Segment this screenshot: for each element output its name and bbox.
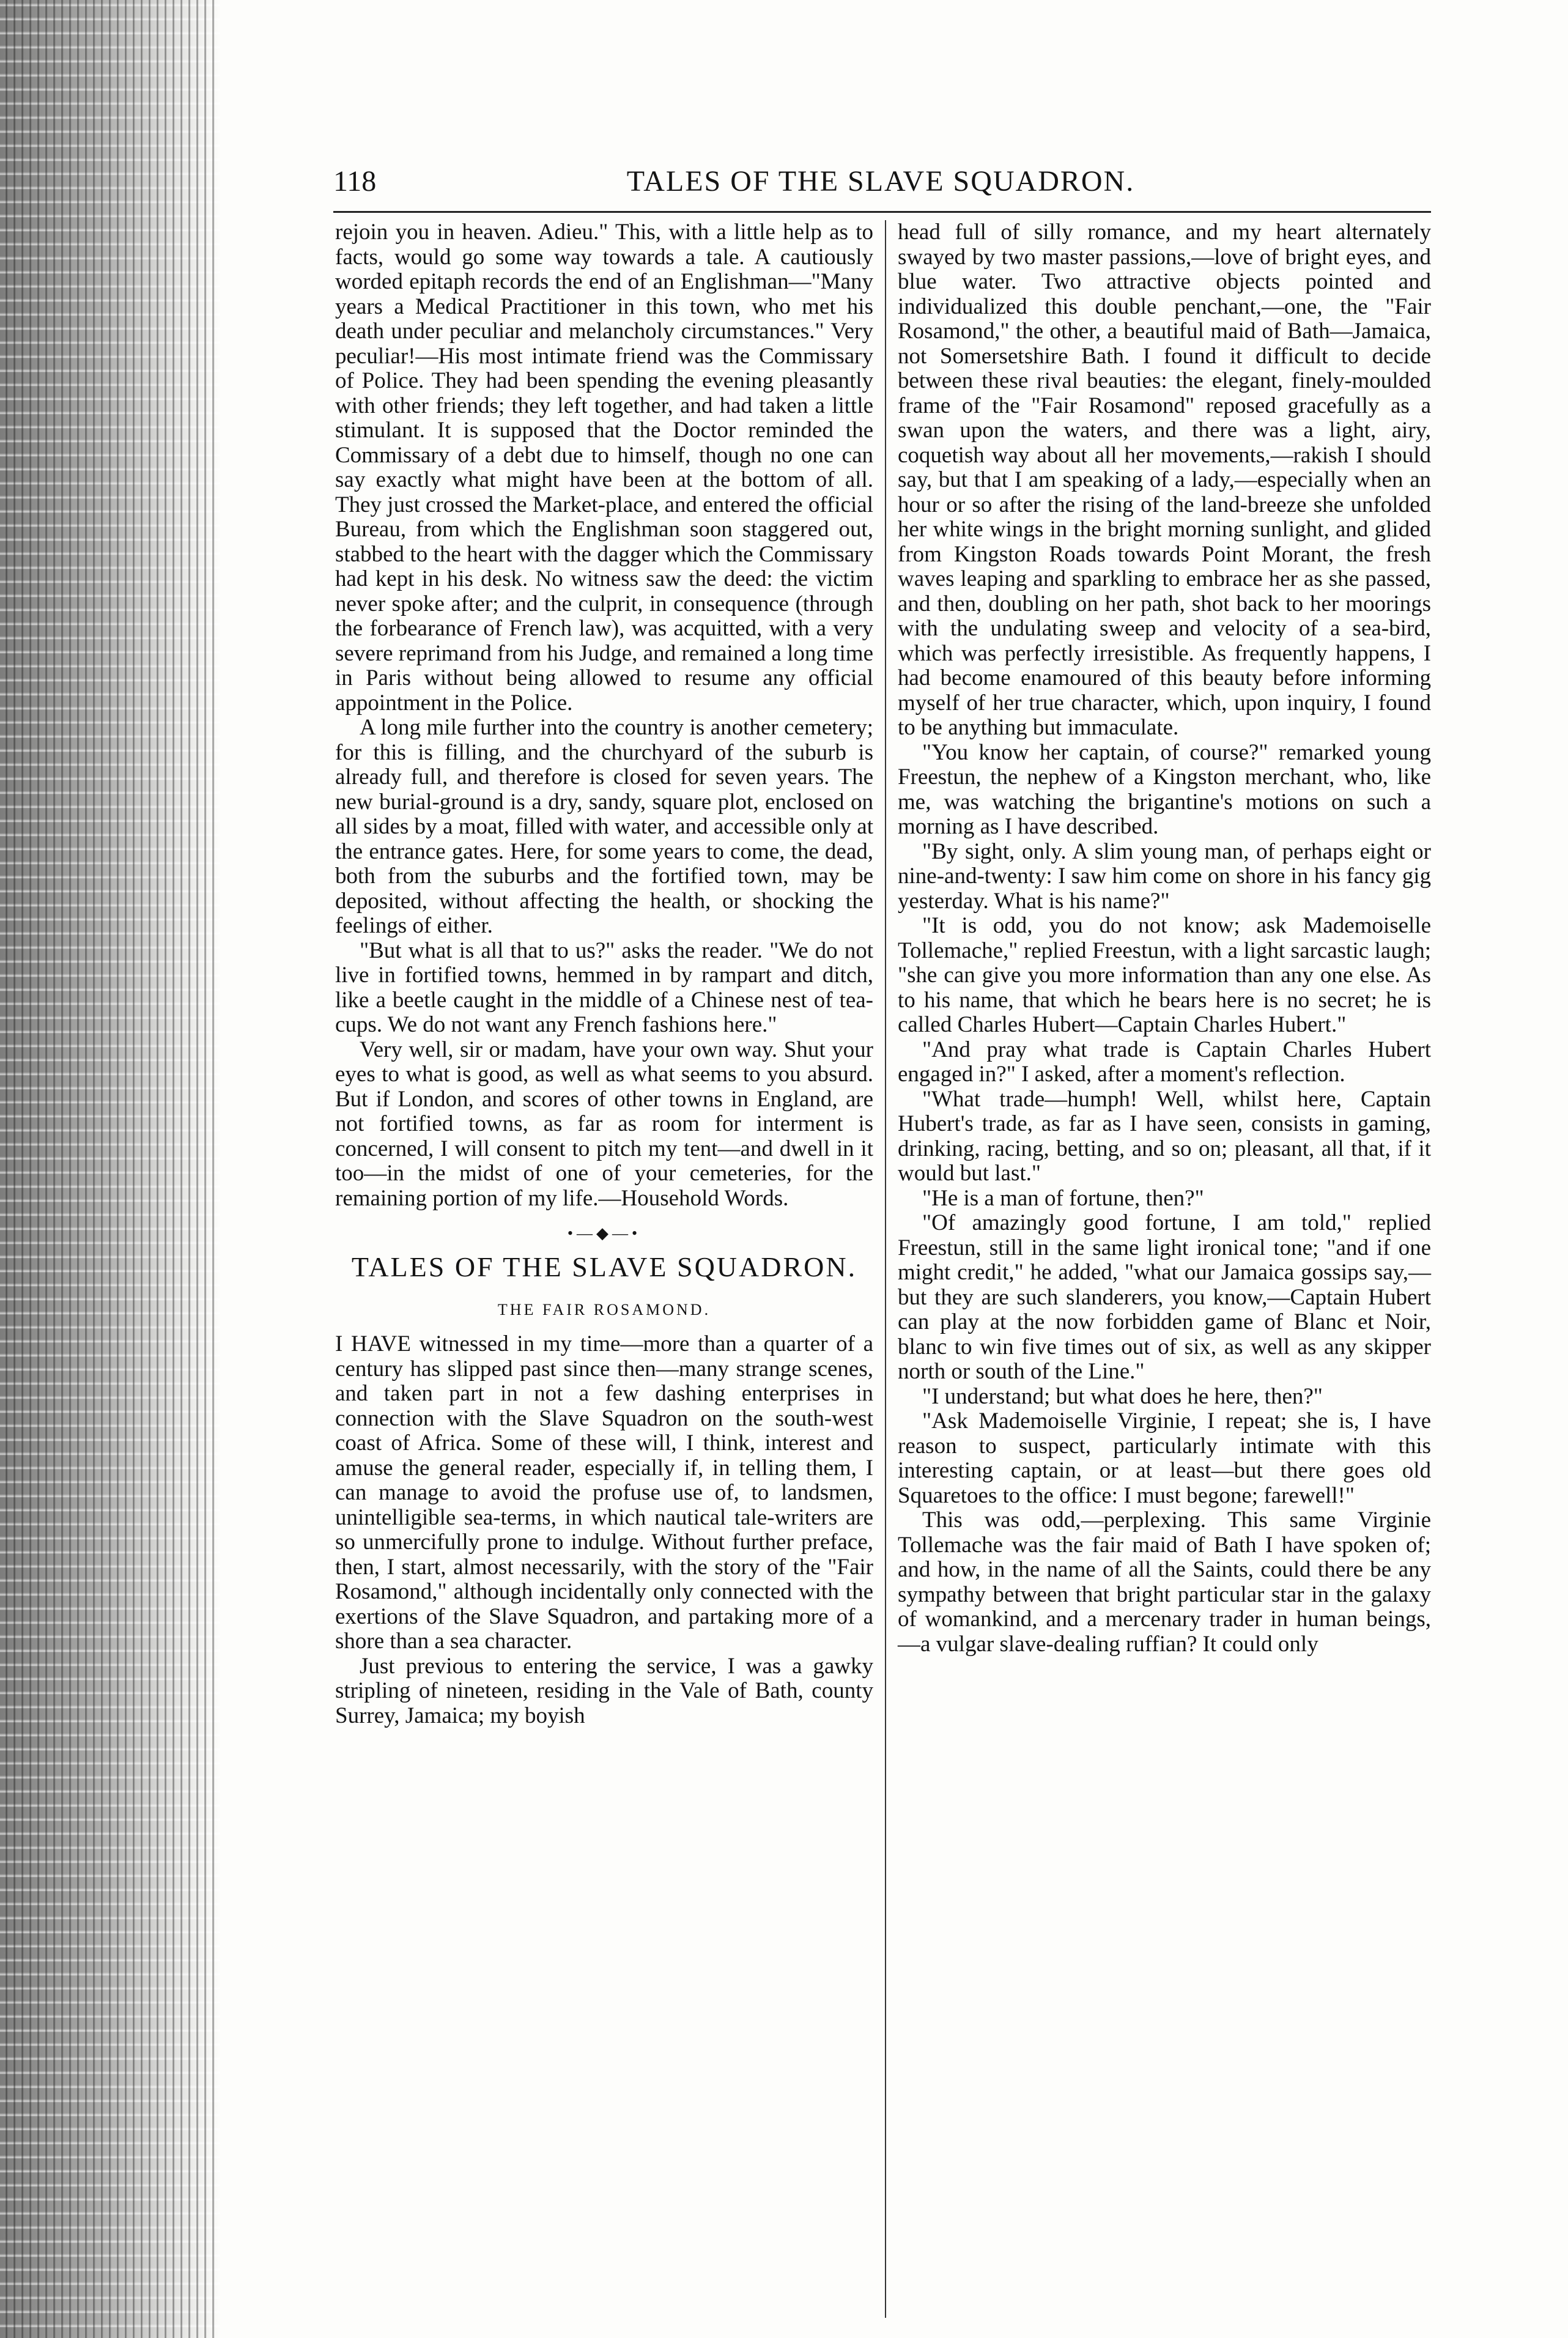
right-paragraph: "You know her captain, of course?" remarked young Freestun, the nephew of a Kingston merchant, who, like me, was watching the brigantine's motions on such a morning as I have described.	[898, 739, 1431, 839]
right-paragraph: "What trade—humph! Well, whilst here, Captain Hubert's trade, as far as I have seen, consists in gaming, drinking, racing, betting, and so on; pleasant, all that, if it would but last."	[898, 1086, 1431, 1186]
right-paragraph: "And pray what trade is Captain Charles Hubert engaged in?" I asked, after a moment's reflection.	[898, 1037, 1431, 1087]
page-header	[333, 160, 1428, 203]
left-column	[335, 220, 873, 1728]
section-title: TALES OF THE SLAVE SQUADRON.	[351, 1251, 857, 1282]
left-paragraph-opening	[335, 1332, 873, 1654]
column-divider	[885, 220, 886, 2318]
left-paragraph: A long mile further into the country is another cemetery; for this is filling, and the churchyard of the suburb is already full, and therefore is closed for seven years. The new burial-ground is a dry, sandy, square plot, enclosed on all sides by a moat, filled with water, and accessible only at the entrance gates. Here, for some years to come, the dead, both from the suburbs and the fortified town, may be deposited, without affecting the health, or shocking the feelings of either.	[335, 715, 873, 938]
left-paragraph: "But what is all that to us?" asks the reader. "We do not live in fortified towns, hemmed in by rampart and ditch, like a beetle caught in the middle of a Chinese nest of tea-cups. We do not want any French fashions here."	[335, 938, 873, 1037]
right-column	[898, 220, 1431, 1657]
left-paragraph: Very well, sir or madam, have your own way. Shut your eyes to what is good, as well as what seems to you absurd. But if London, and scores of other towns in England, are not fortified towns, as far as room for interment is concerned, I will consent to pitch my tent—and dwell in it too—in the midst of one of your cemeteries, for the remaining portion of my life.—Household Words.	[335, 1037, 873, 1211]
right-paragraph: "Ask Mademoiselle Virginie, I repeat; she is, I have reason to suspect, particularly intimate with this interesting captain, or at least—but there goes old Squaretoes to the office: I must begone; farewell!"	[898, 1408, 1431, 1508]
right-paragraph: "Of amazingly good fortune, I am told," replied Freestun, still in the same light ironical tone; "and if one might credit," he added, "what our Jamaica gossips say,—but they are such slanderers, you know,—Captain Hubert can play at the now forbidden game of Blanc et Noir, blanc to win five times out of six, as well as any skipper north or south of the Line."	[898, 1210, 1431, 1384]
section-subtitle: THE FAIR ROSAMOND.	[497, 1301, 711, 1319]
right-paragraph: head full of silly romance, and my heart alternately swayed by two master passions,—love of bright eyes, and blue water. Two attractive objects pointed and individualized this double penchant,—one, the "Fair Rosamond," the other, a beautiful maid of Bath—Jamaica, not Somersetshire Bath. I found it difficult to decide between these rival beauties: the elegant, finely-moulded frame of the "Fair Rosamond" reposed gracefully as a swan upon the waters, and there was a light, airy, coquetish way about all her movements,—rakish I should say, but that I am speaking of a lady,—especially when an hour or so after the rising of the land-breeze she unfolded her white wings in the bright morning sunlight, and glided from Kingston Roads towards Point Morant, the fresh waves leaping and sparkling to embrace her as she passed, and then, doubling on her path, shot back to her moorings with the undulating sweep and velocity of a sea-bird, which was perfectly irresistible. As frequently happens, I had become enamoured of this beauty before informing myself of her true character, which, upon inquiry, I found to be anything but immaculate.	[898, 220, 1431, 740]
running-title: TALES OF THE SLAVE SQUADRON.	[626, 165, 1135, 198]
left-paragraph: Just previous to entering the service, I was a gawky stripling of nineteen, residing in the Vale of Bath, county Surrey, Jamaica; my boyish	[335, 1653, 873, 1728]
right-paragraph: "He is a man of fortune, then?"	[922, 1185, 1204, 1211]
right-paragraph: "By sight, only. A slim young man, of perhaps eight or nine-and-twenty: I saw him come on shore in his fancy gig yesterday. What is his name?"	[898, 838, 1431, 914]
right-paragraph: "I understand; but what does he here, then?"	[922, 1383, 1323, 1409]
left-paragraph: rejoin you in heaven. Adieu." This, with a little help as to facts, would go some way towards a tale. A cautiously worded epitaph records the end of an Englishman—"Many years a Medical Practitioner in this town, who met his death under peculiar and melancholy circumstances." Very peculiar!—His most intimate friend was the Commissary of Police. They had been spending the evening pleasantly with other friends; they left together, and had taken a little stimulant. It is supposed that the Doctor reminded the Commissary of a debt due to himself, though no one can say exactly what might have been at the bottom of all. They just crossed the Market-place, and entered the official Bureau, from which the Englishman soon staggered out, stabbed to the heart with the dagger which the Commissary had kept in his desk. No witness saw the deed: the victim never spoke after; and the culprit, in consequence (through the forbearance of French law), was acquitted, with a very severe reprimand from his Judge, and remained a long time in Paris without being allowed to resume any official appointment in the Police.	[335, 220, 873, 716]
right-paragraph: This was odd,—perplexing. This same Virginie Tollemache was the fair maid of Bath I have spoken of; and how, in the name of all the Saints, could there be any sympathy between that bright particular star in the galaxy of womankind, and a mercenary trader in human beings,—a vulgar slave-dealing ruffian? It could only	[898, 1507, 1431, 1657]
header-rule	[333, 211, 1431, 213]
page-number: 118	[333, 165, 377, 198]
opening-paragraph-text: witnessed in my time—more than a quarter of a century has slipped past since then—many strange scenes, and taken part in not a few dashing enterprises in connection with the Slave Squadron on the south-west coast of Africa. Some of these will, I think, interest and amuse the general reader, especially if, in telling them, I can manage to avoid the profuse use of, to landsmen, unintelligible sea-terms, in which nautical tale-writers are so unmercifully prone to indulge. Without further preface, then, I start, almost necessarily, with the story of the "Fair Rosamond," although incidentally only connected with the exertions of the Slave Squadron, and partaking more of a shore than a sea character.	[335, 1331, 873, 1654]
opening-words: I HAVE	[335, 1331, 411, 1356]
right-paragraph: "It is odd, you do not know; ask Mademoiselle Tollemache," replied Freestun, with a light sarcastic laugh; "she can give you more information than any one else. As to his name, that which he bears here is no secret; he is called Charles Hubert—Captain Charles Hubert."	[898, 913, 1431, 1037]
page-binding-edge	[0, 0, 220, 2338]
section-ornament: •—◆—•	[567, 1224, 642, 1242]
